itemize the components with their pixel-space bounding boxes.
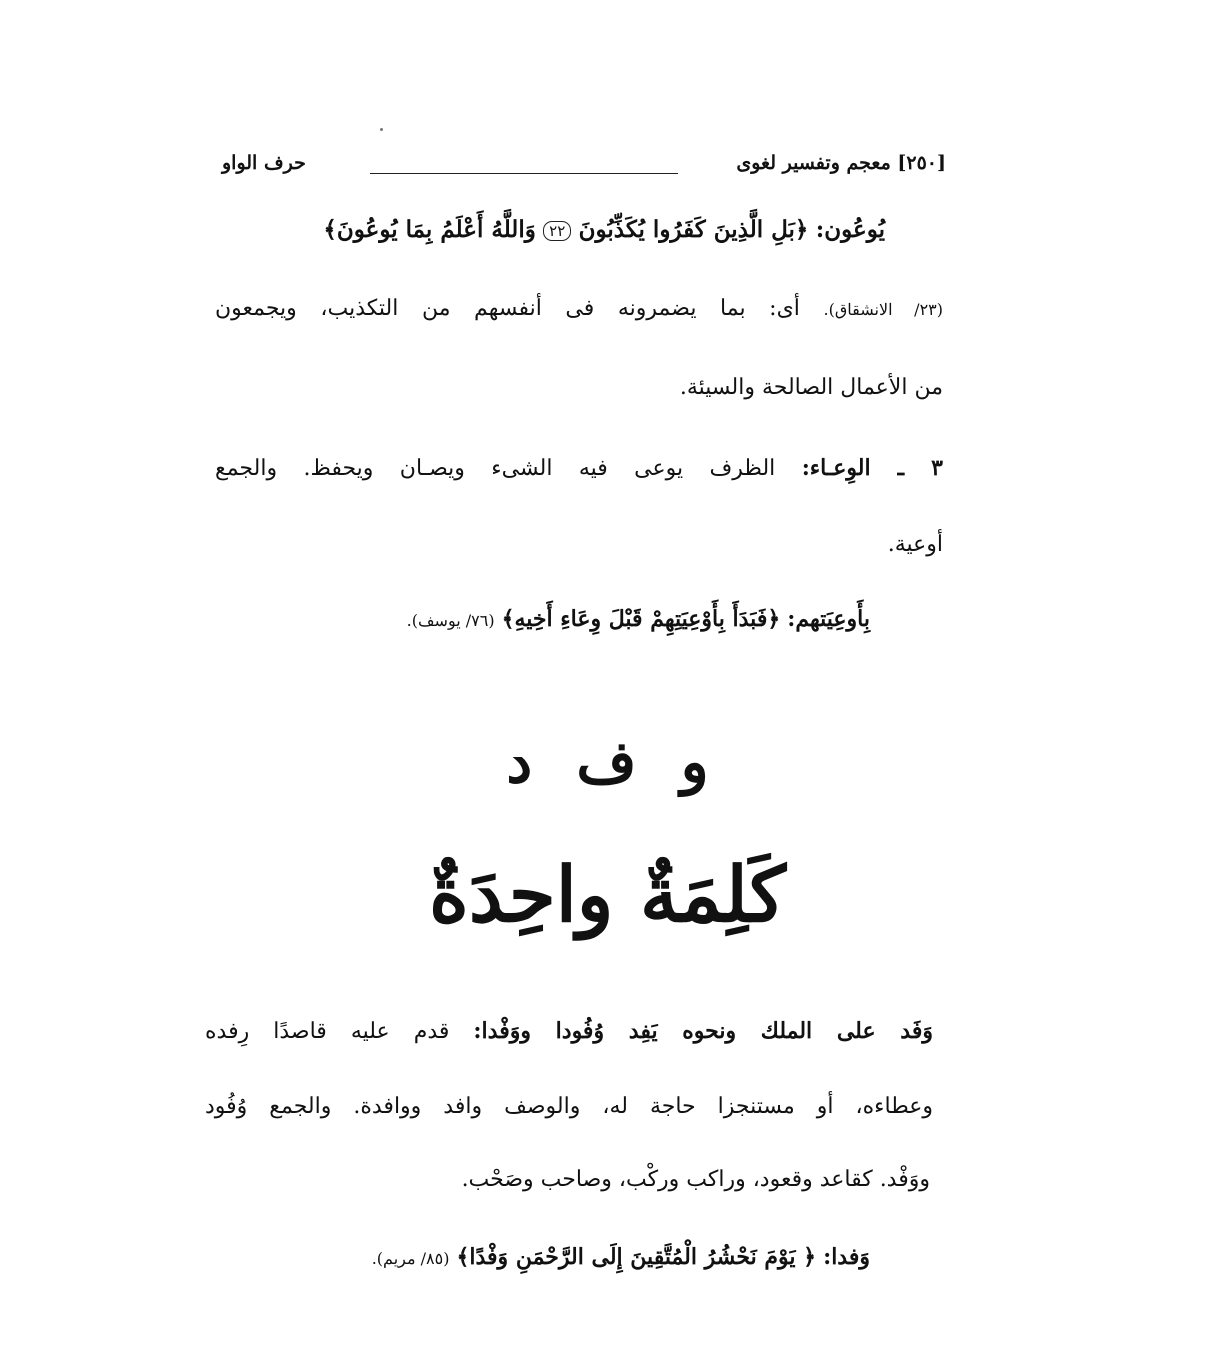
entry-yuoun-explanation-line1	[215, 296, 943, 321]
entry-wafd-line3: ووَفْد. كقاعد وقعود، وراكب وركْب، وصاحب وصَحْب.	[461, 1167, 930, 1192]
quran-quote: ﴿فَبَدَأَ بِأَوْعِيَتِهِمْ قَبْلَ وِعَاءِ أَخِيهِ﴾	[501, 606, 781, 632]
entry-wiaa-line1	[215, 455, 943, 481]
ayah-number-marker: ٢٢	[543, 221, 571, 241]
entry-keyword: يُوعُون:	[815, 216, 885, 243]
root-heading: و ف د	[506, 728, 709, 796]
explanation-text: أى: بما يضمرونه فى أنفسهم من التكذيب، ويجمعون	[215, 296, 800, 321]
book-title: معجم وتفسير لغوى	[736, 152, 891, 174]
entry-wafd-line1	[205, 1018, 933, 1044]
quran-reference: (٧٦/ يوسف).	[406, 611, 495, 630]
quran-quote: ﴿بَلِ الَّذِينَ كَفَرُوا يُكَذِّبُونَ	[578, 216, 809, 243]
definition-text: الظرف يوعى فيه الشىء ويصـان ويحفظ. والجمع	[215, 456, 776, 481]
header-rule	[370, 173, 678, 174]
definition-text: قدم عليه قاصدًا رِفده	[205, 1019, 450, 1044]
entry-yuoun-explanation-line2: من الأعمال الصالحة والسيئة.	[679, 375, 943, 400]
entry-wafd-line2: وعطاءه، أو مستنجزا حاجة له، والوصف وافد ووافدة. والجمع وُفُود	[205, 1094, 933, 1119]
entry-keyword: وَفَد على الملك ونحوه يَفِد وُفُودا ووَفْدا:	[473, 1018, 933, 1044]
section-title: حرف الواو	[222, 152, 306, 174]
page-header-title	[736, 152, 946, 174]
entry-keyword: بِأَوعِيَتهم:	[787, 606, 870, 632]
entry-wiaa-line2: أوعية.	[887, 532, 943, 557]
page-number: [٢٥٠]	[897, 152, 946, 174]
running-header	[222, 150, 946, 184]
entry-awiyatihim-line	[407, 606, 870, 632]
entry-keyword: وَفدا:	[823, 1244, 870, 1270]
quran-quote: ﴿ يَوْمَ نَحْشُرُ الْمُتَّقِينَ إِلَى الرَّحْمَنِ وَفْدًا﴾	[456, 1244, 817, 1270]
entry-yuoun-quote-line	[323, 216, 885, 243]
entry-keyword: ٣ ـ الوِعـاء:	[801, 455, 943, 481]
word-count-heading: كَلِمَةٌ واحِدَةٌ	[429, 850, 786, 939]
quran-quote-continued: وَاللَّهُ أَعْلَمُ بِمَا يُوعُونَ﴾	[323, 216, 536, 243]
entry-wafda-quote-line	[372, 1244, 870, 1270]
quran-reference: (٢٣/ الانشقاق).	[823, 300, 944, 319]
quran-reference: (٨٥/ مريم).	[371, 1249, 450, 1268]
scan-speck	[380, 128, 383, 131]
